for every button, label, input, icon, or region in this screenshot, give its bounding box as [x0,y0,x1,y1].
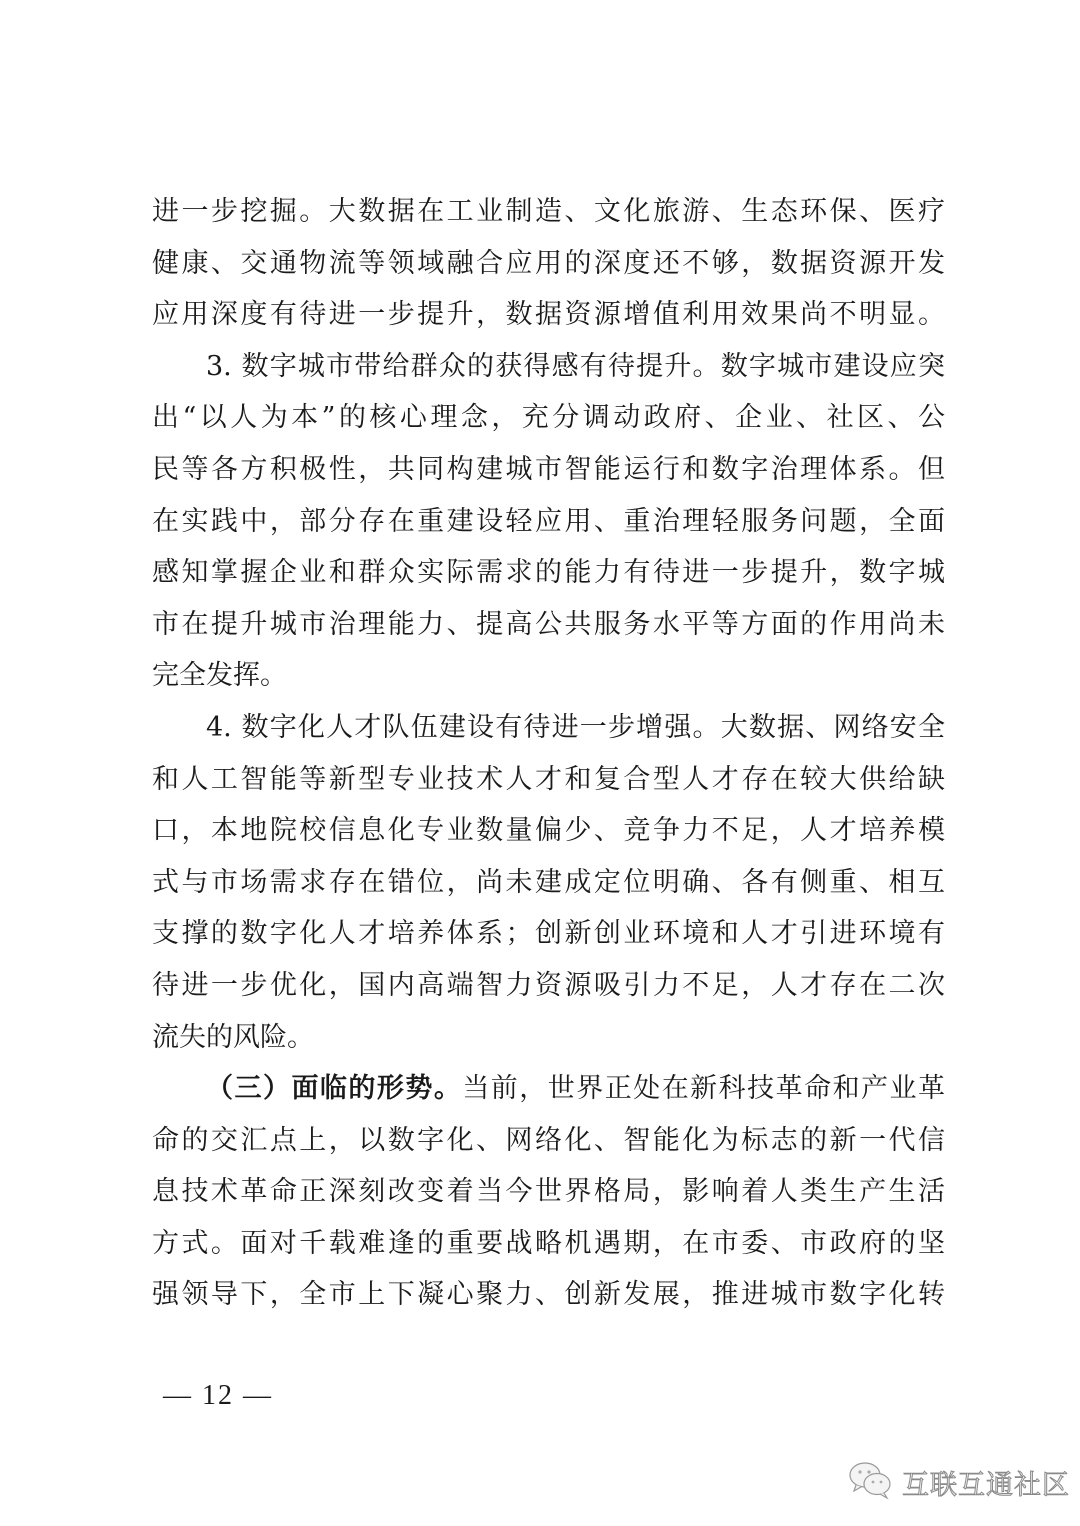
document-body [152,186,945,1321]
watermark-text: 互联互通社区 [902,1469,1070,1501]
text-line: 待进一步优化，国内高端智力资源吸引力不足，人才存在二次 [152,969,945,1001]
text-line: 3. 数字城市带给群众的获得感有待提升。数字城市建设应突 [206,350,945,382]
section-heading-line [152,1063,945,1115]
wechat-icon [848,1460,894,1504]
text-line: 命的交汇点上，以数字化、网络化、智能化为标志的新一代信 [152,1124,945,1156]
section-heading: （三）面临的形势。 [206,1073,463,1105]
text-line: 进一步挖掘。大数据在工业制造、文化旅游、生态环保、医疗 [152,196,945,227]
heading-continuation: 当前，世界正处在新科技革命和产业革 [462,1073,946,1105]
text-line: 应用深度有待进一步提升，数据资源增值利用效果尚不明显。 [152,299,945,331]
text-line: 流失的风险。 [152,1021,314,1053]
page-number: — 12 — [163,1380,273,1411]
watermark [848,1460,1070,1504]
text-line: 强领导下，全市上下凝心聚力、创新发展，推进城市数字化转 [152,1279,945,1311]
text-line: 市在提升城市治理能力、提高公共服务水平等方面的作用尚未 [152,608,945,640]
text-line: 支撑的数字化人才培养体系；创新创业环境和人才引进环境有 [152,918,945,950]
text-line: 健康、交通物流等领域融合应用的深度还不够，数据资源开发 [152,247,945,279]
text-line: 式与市场需求存在错位，尚未建成定位明确、各有侧重、相互 [152,866,945,898]
text-line: 息技术革命正深刻改变着当今世界格局，影响着人类生产生活 [152,1176,945,1208]
text-line: 和人工智能等新型专业技术人才和复合型人才存在较大供给缺 [152,763,945,795]
text-line: 在实践中，部分存在重建设轻应用、重治理轻服务问题，全面 [152,505,945,537]
text-line: 感知掌握企业和群众实际需求的能力有待进一步提升，数字城 [152,557,945,589]
text-line: 民等各方积极性，共同构建城市智能运行和数字治理体系。但 [152,453,945,485]
text-line: 口，本地院校信息化专业数量偏少、竞争力不足，人才培养模 [152,815,945,847]
text-line: 出“以人为本”的核心理念，充分调动政府、企业、社区、公 [152,402,945,434]
text-line: 方式。面对千载难逢的重要战略机遇期，在市委、市政府的坚 [152,1227,945,1259]
text-line: 4. 数字化人才队伍建设有待进一步增强。大数据、网络安全 [206,711,945,743]
text-line: 完全发挥。 [152,660,287,692]
